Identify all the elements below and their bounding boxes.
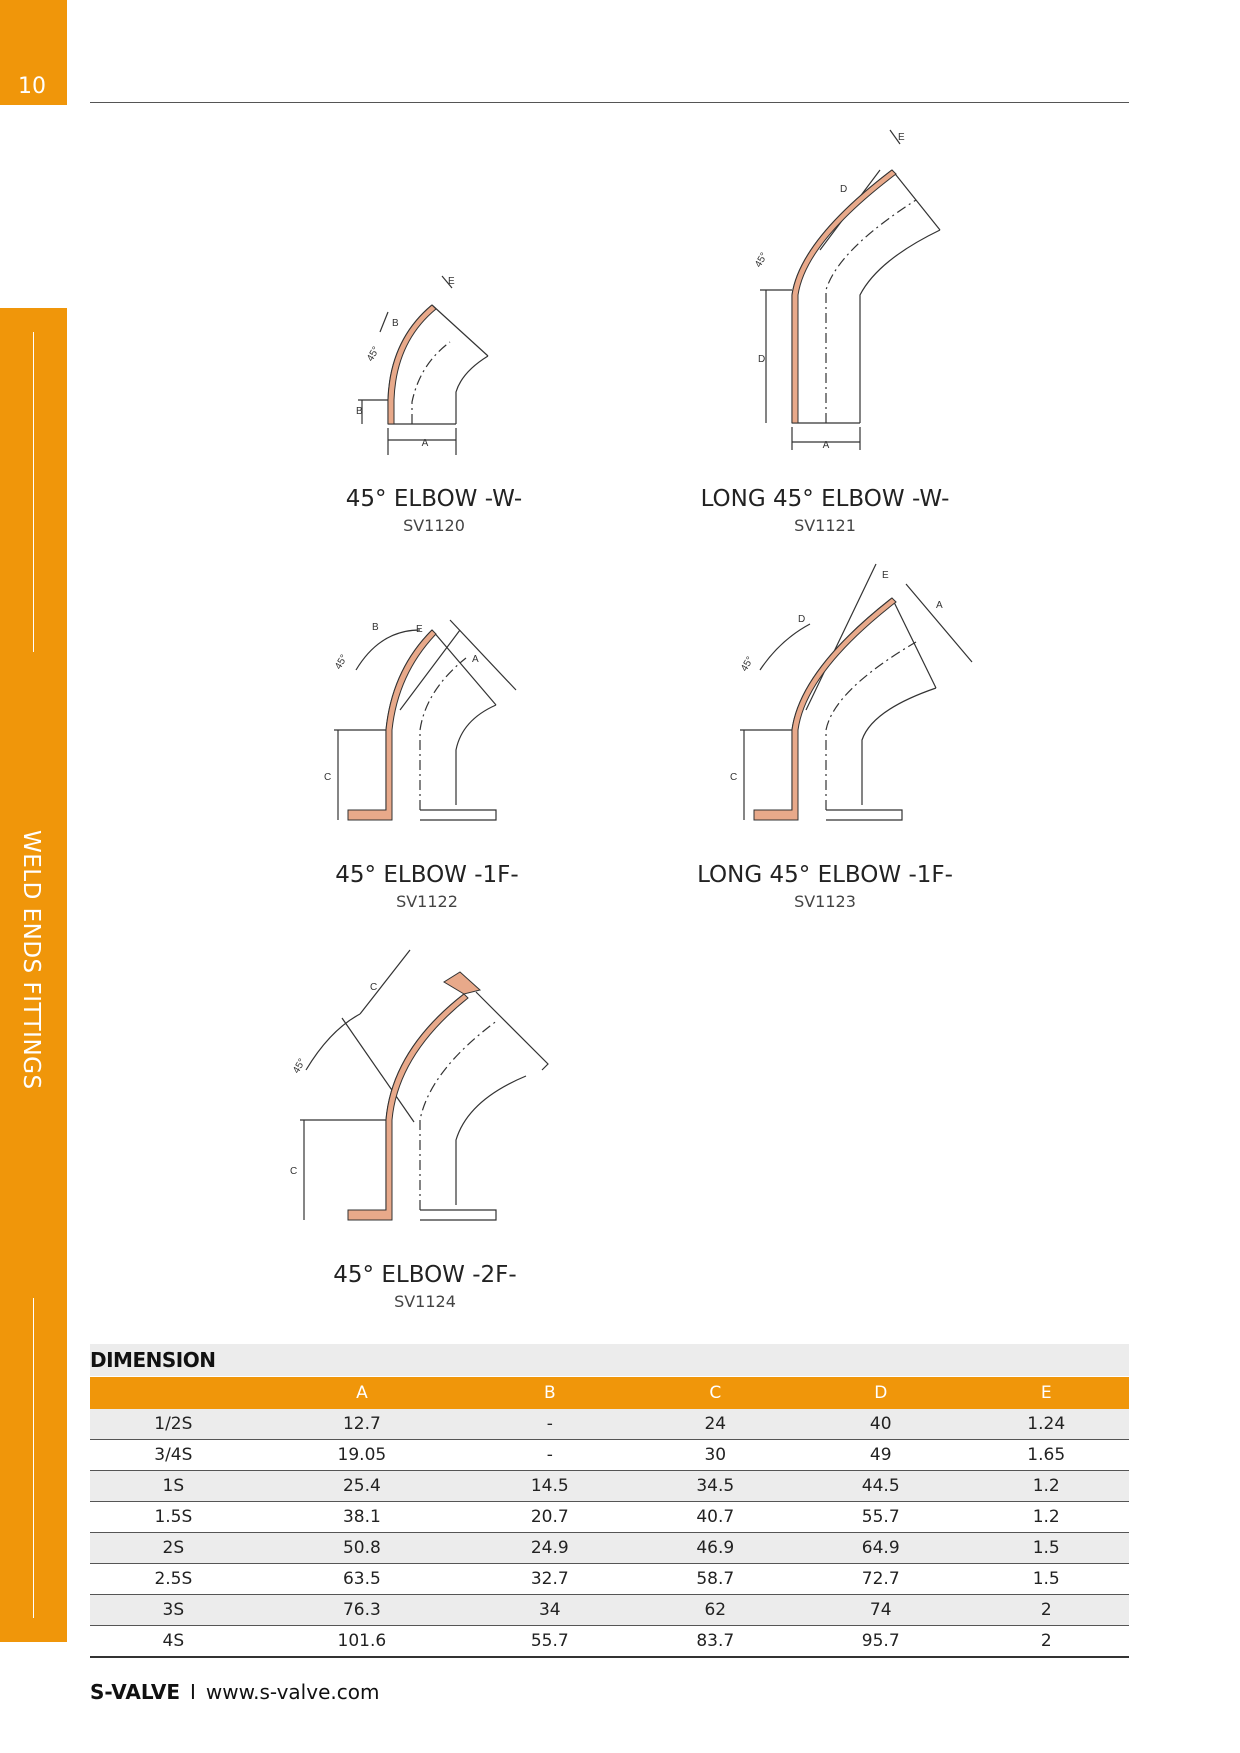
table-cell: 46.9 <box>633 1533 798 1564</box>
label-angle: 45° <box>753 250 771 270</box>
label-e: E <box>416 624 423 635</box>
table-cell: 83.7 <box>633 1626 798 1658</box>
table-cell: 14.5 <box>467 1471 632 1502</box>
dimension-table <box>90 1377 1129 1658</box>
label-d: D <box>758 354 766 365</box>
table-cell: 101.6 <box>257 1626 467 1658</box>
label-d: D <box>840 184 848 195</box>
table-cell: 2.5S <box>90 1564 257 1595</box>
table-cell: 63.5 <box>257 1564 467 1595</box>
drawing-long-45-elbow-w <box>730 130 960 465</box>
table-cell: 55.7 <box>798 1502 963 1533</box>
table-cell: 74 <box>798 1595 963 1626</box>
table-cell: 50.8 <box>257 1533 467 1564</box>
label-angle: 45° <box>333 652 351 672</box>
product-name: 45° ELBOW -1F- <box>335 862 519 888</box>
column-header: B <box>467 1377 632 1409</box>
table-row <box>90 1471 1129 1502</box>
table-cell: 40.7 <box>633 1502 798 1533</box>
label-a: A <box>822 440 830 451</box>
table-cell: 4S <box>90 1626 257 1658</box>
label-c: C <box>290 1166 298 1177</box>
label-b: B <box>372 622 379 633</box>
table-cell: 24 <box>633 1409 798 1440</box>
table-cell: 30 <box>633 1440 798 1471</box>
table-cell: 12.7 <box>257 1409 467 1440</box>
page-number-tab <box>0 0 67 105</box>
table-cell: 72.7 <box>798 1564 963 1595</box>
label-c: C <box>324 772 332 783</box>
table-row <box>90 1409 1129 1440</box>
table-cell: 38.1 <box>257 1502 467 1533</box>
column-header: A <box>257 1377 467 1409</box>
table-row <box>90 1626 1129 1658</box>
product-caption <box>275 1262 575 1311</box>
table-cell: 1.5S <box>90 1502 257 1533</box>
website-link[interactable]: www.s-valve.com <box>205 1680 380 1704</box>
footer-separator: I <box>189 1680 196 1704</box>
product-caption <box>675 486 975 535</box>
table-cell: 20.7 <box>467 1502 632 1533</box>
table-cell: 76.3 <box>257 1595 467 1626</box>
label-b: B <box>356 406 363 417</box>
table-cell: 1.2 <box>963 1471 1129 1502</box>
section-title: WELD ENDS FITTINGS <box>18 830 44 1090</box>
sidebar-line-bottom <box>33 1298 34 1618</box>
brand-name: S-VALVE <box>90 1680 180 1704</box>
table-row <box>90 1533 1129 1564</box>
product-code: SV1120 <box>403 516 465 535</box>
table-cell: 58.7 <box>633 1564 798 1595</box>
label-e: E <box>898 132 905 143</box>
product-code: SV1122 <box>396 892 458 911</box>
table-cell: 95.7 <box>798 1626 963 1658</box>
table-cell: 3S <box>90 1595 257 1626</box>
table-cell: 40 <box>798 1409 963 1440</box>
drawing-45-elbow-1f <box>320 610 520 835</box>
table-cell: 34 <box>467 1595 632 1626</box>
product-code: SV1124 <box>394 1292 456 1311</box>
table-cell: 1.24 <box>963 1409 1129 1440</box>
table-cell: 1.2 <box>963 1502 1129 1533</box>
table-cell: 1/2S <box>90 1409 257 1440</box>
dimension-header <box>90 1344 1129 1376</box>
table-cell: 64.9 <box>798 1533 963 1564</box>
table-cell: 25.4 <box>257 1471 467 1502</box>
header-divider <box>90 102 1129 103</box>
table-cell: 49 <box>798 1440 963 1471</box>
product-caption <box>277 862 577 911</box>
table-row <box>90 1564 1129 1595</box>
product-name: 45° ELBOW -2F- <box>333 1262 517 1288</box>
table-header-row <box>90 1377 1129 1409</box>
product-code: SV1123 <box>794 892 856 911</box>
table-cell: 55.7 <box>467 1626 632 1658</box>
page-number: 10 <box>18 74 46 99</box>
label-angle: 45° <box>739 654 757 674</box>
footer <box>90 1680 379 1704</box>
column-header <box>90 1377 257 1409</box>
product-code: SV1121 <box>794 516 856 535</box>
label-a: A <box>472 654 479 665</box>
drawing-45-elbow-2f <box>280 950 560 1235</box>
label-e: E <box>448 276 455 287</box>
column-header: D <box>798 1377 963 1409</box>
product-name: 45° ELBOW -W- <box>345 486 523 512</box>
table-row <box>90 1440 1129 1471</box>
product-name: LONG 45° ELBOW -W- <box>700 486 950 512</box>
product-caption <box>675 862 975 911</box>
product-name: LONG 45° ELBOW -1F- <box>697 862 953 888</box>
column-header: E <box>963 1377 1129 1409</box>
table-cell: 32.7 <box>467 1564 632 1595</box>
label-d: D <box>798 614 806 625</box>
table-cell: 2 <box>963 1595 1129 1626</box>
table-cell: 1.65 <box>963 1440 1129 1471</box>
table-row <box>90 1595 1129 1626</box>
table-cell: 62 <box>633 1595 798 1626</box>
sidebar-line-top <box>33 332 34 652</box>
drawing-long-45-elbow-1f <box>710 560 980 835</box>
table-cell: 1.5 <box>963 1564 1129 1595</box>
table-cell: - <box>467 1440 632 1471</box>
label-b: B <box>392 318 399 329</box>
label-e: E <box>882 570 889 581</box>
label-a: A <box>421 438 429 449</box>
label-a: A <box>936 600 943 611</box>
table-cell: 19.05 <box>257 1440 467 1471</box>
dimension-title: DIMENSION <box>90 1348 216 1372</box>
label-angle: 45° <box>291 1056 309 1076</box>
table-cell: 24.9 <box>467 1533 632 1564</box>
label-angle: 45° <box>365 344 383 364</box>
table-cell: - <box>467 1409 632 1440</box>
drawing-45-elbow-w <box>350 276 500 465</box>
label-c: C <box>370 982 378 993</box>
table-cell: 34.5 <box>633 1471 798 1502</box>
table-cell: 1S <box>90 1471 257 1502</box>
table-cell: 2 <box>963 1626 1129 1658</box>
table-row <box>90 1502 1129 1533</box>
table-cell: 3/4S <box>90 1440 257 1471</box>
product-caption <box>284 486 584 535</box>
table-cell: 2S <box>90 1533 257 1564</box>
table-cell: 1.5 <box>963 1533 1129 1564</box>
column-header: C <box>633 1377 798 1409</box>
label-c: C <box>730 772 738 783</box>
table-cell: 44.5 <box>798 1471 963 1502</box>
